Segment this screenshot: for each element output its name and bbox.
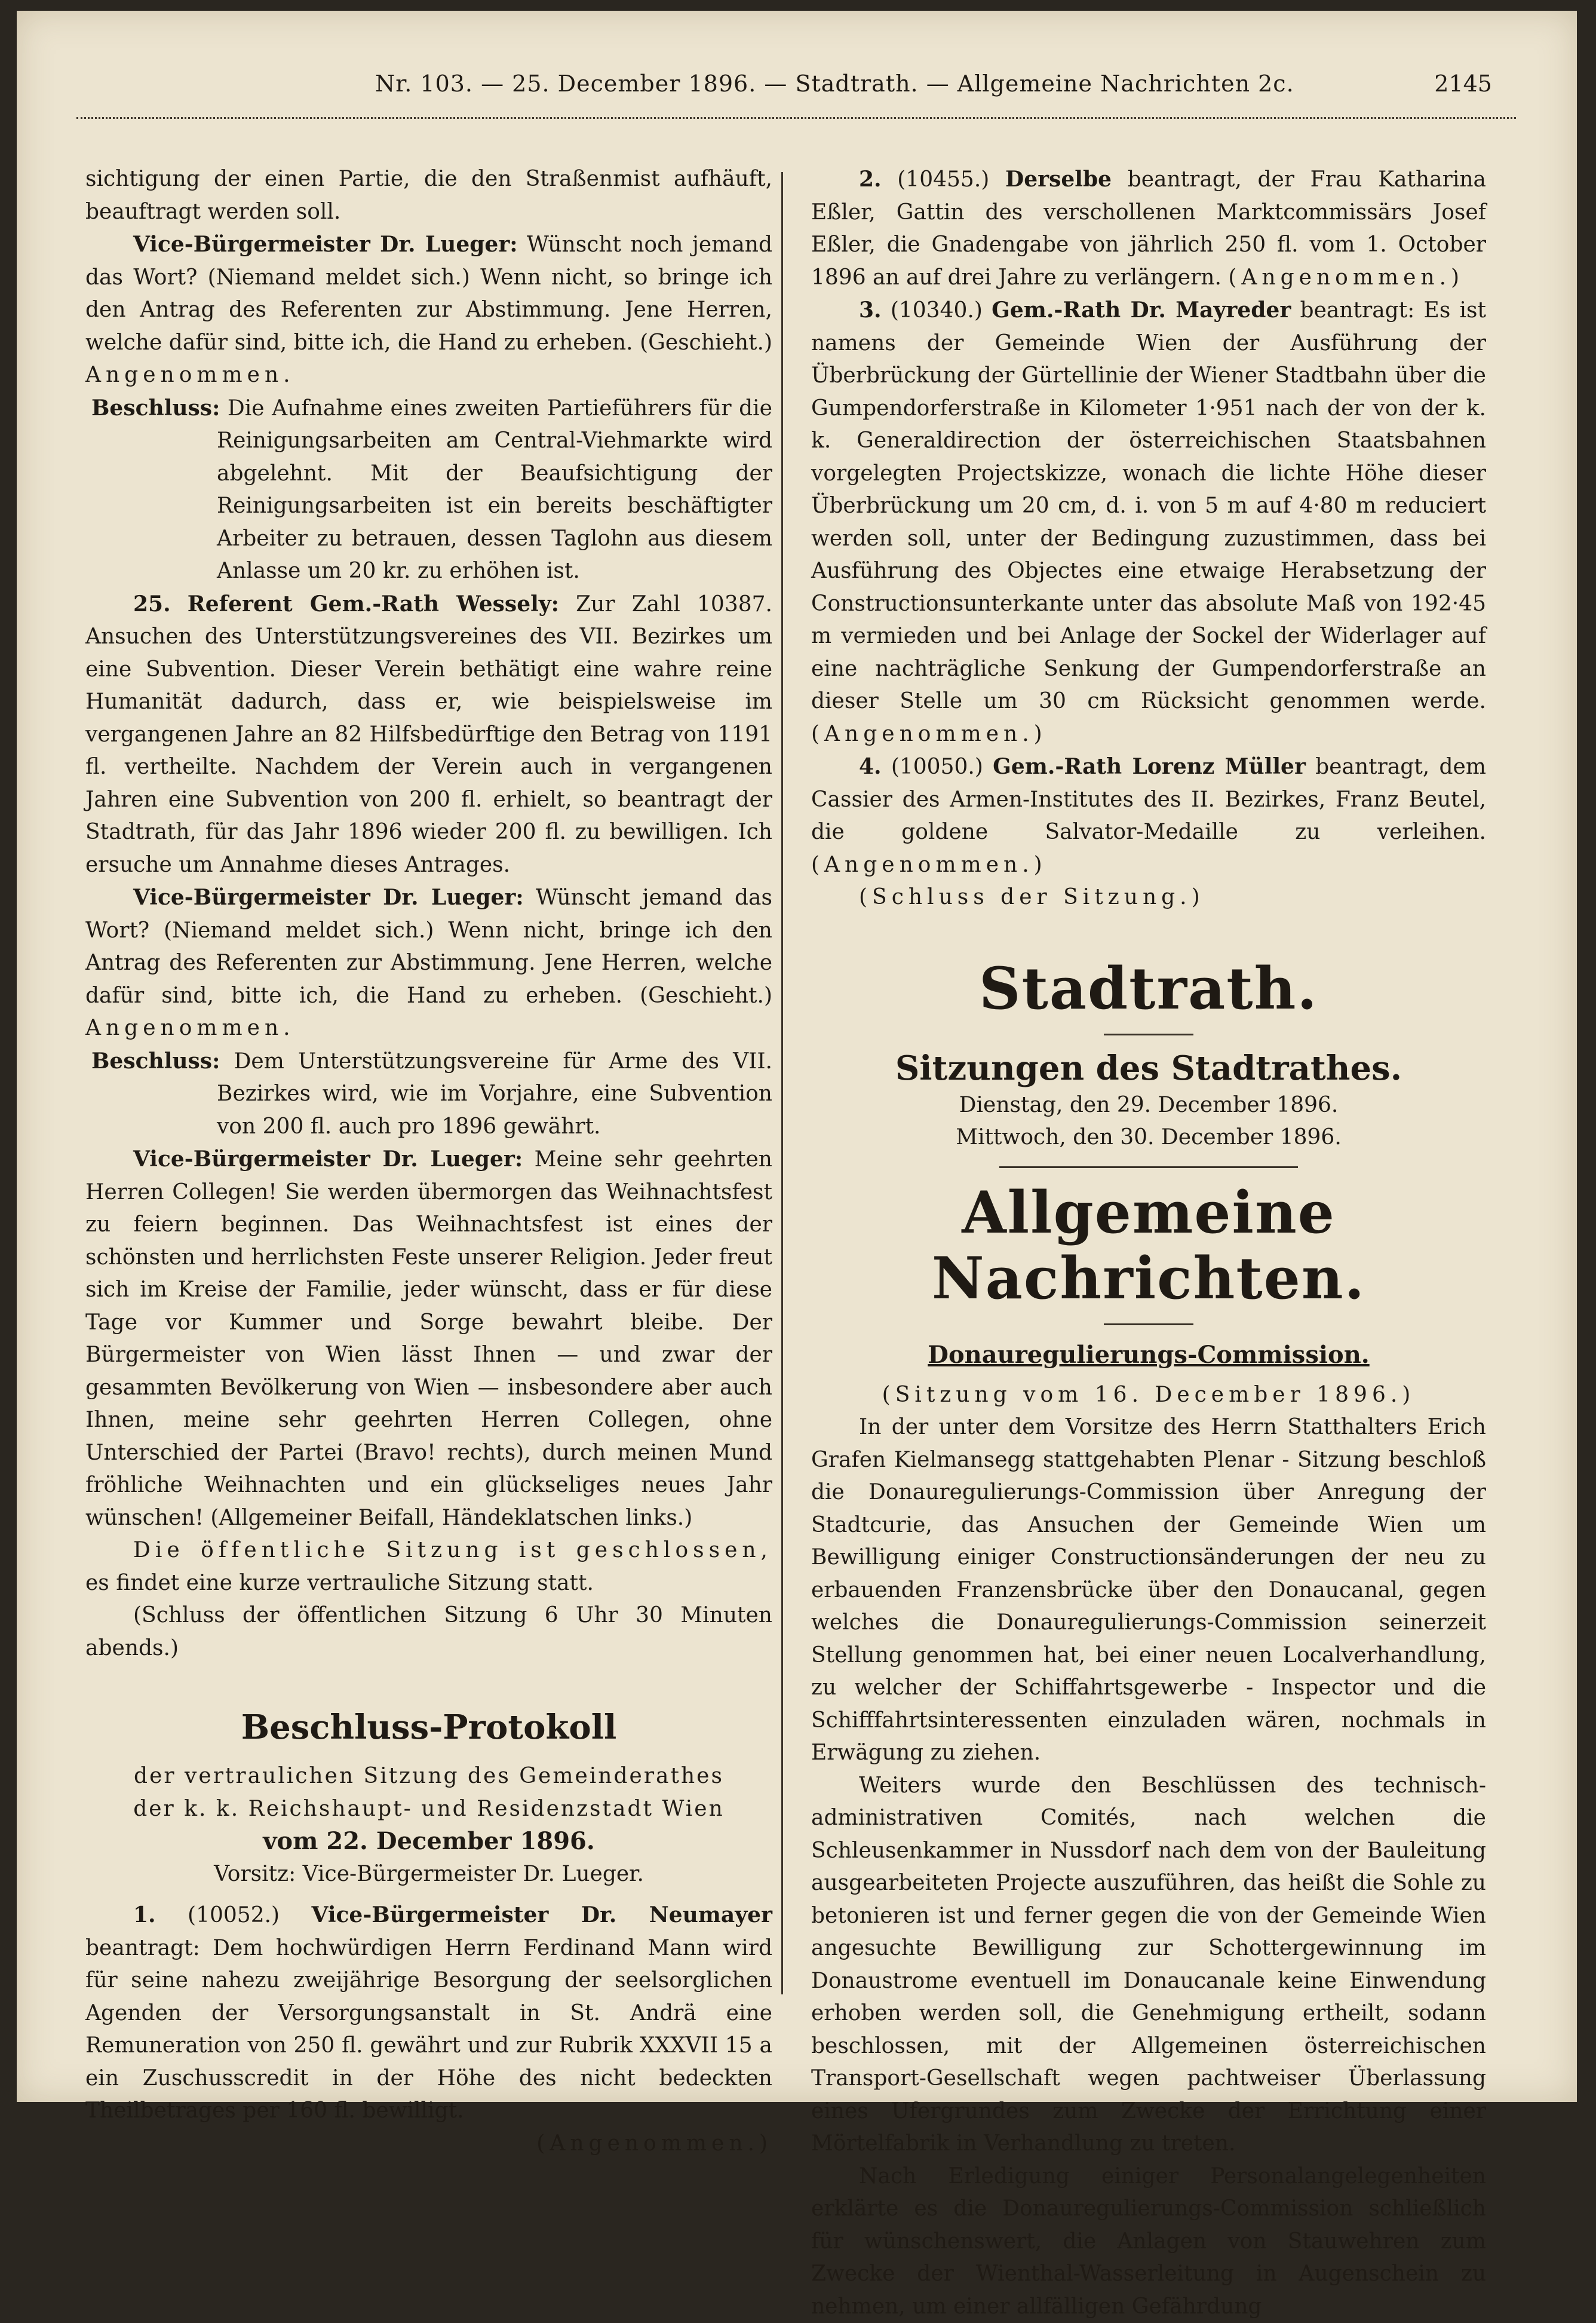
speaker-name: Referent Gem.-Rath Wessely: xyxy=(188,592,559,617)
speech-text: Zur Zahl 10387. Ansuchen des Unterstützungsvereines des VII. Bezirkes um eine Subvention. Dieser Verein bethätigt eine wahre reine Humanität dadurch, dass er, wie beispielsweise im vergangenen Jahre an 82 Hilfsbedürftige den Betrag von 1191 fl. vertheilte. Nachdem der Verein auch in vergangenen Jahren eine Subvention von 200 fl. erhielt, so beantragt der Stadtrath, für das Jahr 1896 wieder 200 fl. zu bewilligen. Ich ersuche um Annahme dieses Antrages. xyxy=(85,592,772,877)
motion-text: beantragt: Es ist namens der Gemeinde Wien der Ausführung der Überbrückung der Gürtellinie der Wiener Stadtbahn über die Gumpendorferstraße in Kilometer 1·951 nach der von der k. k. Generaldirection der österreichischen Staatsbahnen vorgelegten Projectskizze, wonach die lichte Höhe dieser Überbrückung um 20 cm, d. i. von 5 m auf 4·80 m reduciert werden soll, unter der Bedingung zuzustimmen, dass bei Ausführung des Objectes eine etwaige Herabsetzung der Constructionsunterkante unter das absolute Maß von 192·45 m vermieden und bei Anlage der Sockel der Widerlager auf eine nachträgliche Senkung der Gumpendorferstraße an dieser Stelle um 30 cm Rücksicht genommen werde. xyxy=(811,298,1486,713)
item-number: 25. xyxy=(133,592,171,617)
item-reference: (10052.) xyxy=(188,1903,280,1927)
vote-result: Angenommen. xyxy=(85,1016,295,1040)
paragraph xyxy=(811,750,1486,881)
speaker-name: Vice-Bürgermeister Dr. Neumayer xyxy=(312,1902,772,1927)
paragraph: In der unter dem Vorsitze des Herrn Statthalters Erich Grafen Kielmansegg stattgehabten Plenar - Sitzung beschloß die Donauregulierungs-Commission über Anregung der Stadtcurie, das Ansuchen der Gemeinde Wien um Bewilligung einiger Constructionsänderungen der neu zu erbauenden Franzensbrücke über den Donaucanal, gegen welches die Donauregulierungs-Commission seinerzeit Stellung genommen hat, bei einer neuen Localverhandlung, zu welcher der Schiffahrtsgewerbe - Inspector und die Schifffahrtsinteressenten einzuladen wären, nochmals in Erwägung zu ziehen. xyxy=(811,1411,1486,1770)
protocol-date: vom 22. December 1896. xyxy=(85,1825,772,1858)
paragraph xyxy=(811,163,1486,294)
vote-result: (Angenommen.) xyxy=(811,722,1047,746)
column-divider xyxy=(781,172,783,1994)
paragraph: sichtigung der einen Partie, die den Straßenmist aufhäuft, beauftragt werden soll. xyxy=(85,163,772,228)
page-header xyxy=(76,47,1516,130)
resolution-text: Die Aufnahme eines zweiten Partieführers für die Reinigungsarbeiten am Central-Viehmarkte wird abgelehnt. Mit der Beaufsichtigung der Reinigungsarbeiten ist ein bereits beschäftigter Arbeiter zu betrauen, dessen Taglohn aus diesem Anlasse um 20 kr. zu erhöhen ist. xyxy=(217,396,772,584)
speaker-name: Vice-Bürgermeister Dr. Lueger: xyxy=(133,232,518,257)
paragraph xyxy=(811,294,1486,750)
paragraph xyxy=(85,588,772,882)
item-reference: (10340.) xyxy=(891,298,983,323)
section-rule xyxy=(999,1166,1298,1168)
header-line: Nr. 103. — 25. December 1896. — Stadtrath. — Allgemeine Nachrichten 2c. xyxy=(375,71,1247,97)
item-number: 1. xyxy=(133,1902,156,1927)
resolution-text: Dem Unterstützungsvereine für Arme des VII. Bezirkes wird, wie im Vorjahre, eine Subvention von 200 fl. auch pro 1896 gewährt. xyxy=(217,1049,772,1139)
paragraph xyxy=(85,228,772,392)
motion-text: beantragt, der Frau Katharina Eßler, Gattin des verschollenen Marktcommissärs Josef Eßler, die Gnadengabe von jährlich 250 fl. vom 1. October 1896 an auf drei Jahre zu verlängern. xyxy=(811,167,1486,290)
vote-result: (Angenommen.) xyxy=(811,853,1047,877)
spaced-text: Die öffentliche Sitzung ist geschlossen, xyxy=(133,1538,772,1562)
resolution-label: Beschluss: xyxy=(91,396,220,421)
paragraph xyxy=(85,881,772,1045)
commission-session: (Sitzung vom 16. December 1896.) xyxy=(811,1379,1486,1412)
protocol-title: Beschluss-Protokoll xyxy=(85,1706,772,1748)
speaker-name: Vice-Bürgermeister Dr. Lueger: xyxy=(133,885,524,910)
speech-text: Wünscht noch jemand das Wort? (Niemand meldet sich.) Wenn nicht, so bringe ich den Antrag des Referenten zur Abstimmung. Jene Herren, welche dafür sind, bitte ich, die Hand zu erheben. (Geschieht.) xyxy=(85,232,772,355)
short-rule xyxy=(1104,1323,1193,1325)
commission-title: Donauregulierungs-Commission. xyxy=(811,1337,1486,1373)
speech-text: Meine sehr geehrten Herren Collegen! Sie werden übermorgen das Weihnachtsfest zu feiern beginnen. Das Weihnachtsfest ist eines der schönsten und herrlichsten Feste unserer Religion. Jeder freut sich im Kreise der Familie, jeder wünscht, dass er für diese Tage vor Kummer und Sorge bewahrt bleibe. Der Bürgermeister von Wien lässt Ihnen — und zwar der gesammten Bevölkerung von Wien — insbesondere aber auch Ihnen, meine sehr geehrten Herren Collegen, ohne Unterschied der Partei (Bravo! rechts), durch meinen Mund fröhliche Weihnachten und ein glückseliges neues Jahr wünschen! (Allgemeiner Beifall, Händeklatschen links.) xyxy=(85,1147,772,1530)
session-end-note: (Schluss der öffentlichen Sitzung 6 Uhr 30 Minuten abends.) xyxy=(85,1599,772,1665)
speaker-name: Vice-Bürgermeister Dr. Lueger: xyxy=(133,1147,523,1172)
paragraph: Weiters wurde den Beschlüssen des technisch-administrativen Comités, nach welchen die Schleusenkammer in Nussdorf nach dem von der Bauleitung ausgearbeiteten Projecte auszuführen, das heißt die Sohle zu betonieren ist und ferner gegen die von der Gemeinde Wien angesuchte Bewilligung zur Schottergewinnung im Donaustrome eventuell im Donaucanale keine Einwendung erhoben werden soll, die Genehmigung ertheilt, sodann beschlossen, mit der Allgemeinen österreichischen Transport-Gesellschaft wegen pachtweiser Überlassung eines Ufergrundes zum Zwecke der Errichtung einer Mörtelfabrik in Verhandlung zu treten. xyxy=(811,1770,1486,2160)
paragraph-text: es findet eine kurze vertrauliche Sitzung statt. xyxy=(85,1571,594,1595)
paragraph xyxy=(85,1899,772,2128)
protocol-subtitle: der vertraulichen Sitzung des Gemeinderathes der k. k. Reichshaupt- und Residenzstadt Wien xyxy=(85,1760,772,1825)
right-column xyxy=(811,163,1486,2323)
subsection-title: Sitzungen des Stadtrathes. xyxy=(811,1047,1486,1089)
page-number: 2145 xyxy=(1434,71,1492,97)
item-number: 3. xyxy=(859,298,882,323)
paragraph: Nach Erledigung einiger Personalangelegenheiten erklärte es die Donauregulierungs-Commission schließlich für wünschenswert, die Anlagen von Stauwehren zum Zwecke der Wienthal-Wasserleitung in Augenschein zu nehmen, um einer allfälligen Gefährdung xyxy=(811,2160,1486,2323)
vote-result: Angenommen. xyxy=(85,363,295,387)
meeting-date: Mittwoch, den 30. December 1896. xyxy=(811,1121,1486,1154)
speaker-name: Gem.-Rath Dr. Mayreder xyxy=(992,298,1291,323)
speaker-name: Derselbe xyxy=(1005,167,1112,192)
left-column xyxy=(85,163,772,2160)
newspaper-page xyxy=(17,11,1577,2102)
motion-text: beantragt, dem Cassier des Armen-Institutes des II. Bezirkes, Franz Beutel, die goldene Salvator-Medaille zu verleihen. xyxy=(811,755,1486,844)
resolution xyxy=(85,392,772,588)
section-title-stadtrath: Stadtrath. xyxy=(811,956,1486,1022)
header-rule xyxy=(76,117,1516,119)
vote-result: (Angenommen.) xyxy=(85,2128,772,2160)
section-title-allgemeine: Allgemeine Nachrichten. xyxy=(811,1180,1486,1311)
speech-text: Wünscht jemand das Wort? (Niemand meldet sich.) Wenn nicht, bringe ich den Antrag des Referenten zur Abstimmung. Jene Herren, welche dafür sind, bitte ich, die Hand zu erheben. (Geschieht.) xyxy=(85,885,772,1008)
item-reference: (10455.) xyxy=(897,167,989,192)
paragraph xyxy=(85,1534,772,1599)
item-reference: (10050.) xyxy=(891,755,983,779)
motion-text: beantragt: Dem hochwürdigen Herrn Ferdinand Mann wird für seine nahezu zweijährige Besorgung der seelsorglichen Agenden der Versorgungsanstalt in St. Andrä eine Remuneration von 250 fl. gewährt und zur Rubrik XXXVII 15 a ein Zuschusscredit in der Höhe des nicht bedeckten Theilbetrages per 160 fl. bewilligt. xyxy=(85,1936,772,2123)
session-end-note: (Schluss der Sitzung.) xyxy=(811,881,1486,914)
paragraph xyxy=(85,1143,772,1534)
short-rule xyxy=(1104,1034,1193,1035)
meeting-date: Dienstag, den 29. December 1896. xyxy=(811,1089,1486,1122)
item-number: 2. xyxy=(859,167,882,192)
protocol-chair: Vorsitz: Vice-Bürgermeister Dr. Lueger. xyxy=(85,1858,772,1891)
item-number: 4. xyxy=(859,754,882,779)
resolution-label: Beschluss: xyxy=(91,1049,220,1074)
speaker-name: Gem.-Rath Lorenz Müller xyxy=(993,754,1306,779)
resolution xyxy=(85,1045,772,1144)
vote-result: (Angenommen.) xyxy=(1228,265,1464,290)
